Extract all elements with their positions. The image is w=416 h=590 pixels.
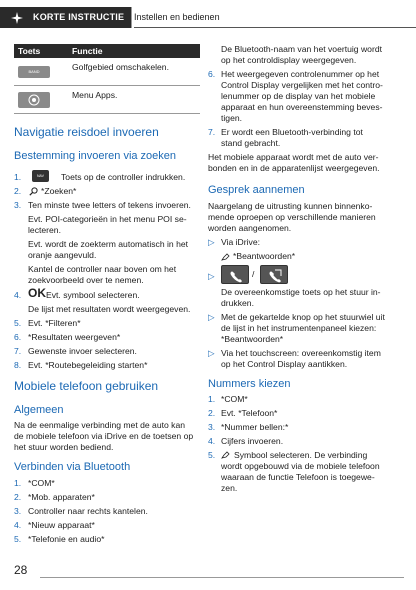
list-text: *Telefonie en audio* (28, 534, 105, 544)
list-text: zen. (221, 483, 238, 493)
list-text: Via iDrive: (221, 237, 261, 247)
list-text: wordt opgebouwd via de mobiele telefoon (221, 461, 380, 471)
list-number: 1. (208, 394, 216, 404)
search-icon (29, 187, 38, 196)
bullet-triangle-icon: ▷ (208, 237, 215, 247)
ok-symbol: OK (28, 286, 46, 300)
paragraph-line: De Bluetooth-naam van het voertuig wordt (221, 44, 382, 54)
list-text: *Nummer bellen:* (221, 422, 289, 432)
call-arrow-icon (261, 266, 289, 285)
list-text: *COM* (221, 394, 248, 404)
list-text: Ten minste twee letters of tekens invoeren. (28, 200, 191, 210)
table-header-col2: Functie (72, 46, 103, 56)
list-subtext: Evt. wordt de zoekterm automatisch in het (28, 239, 189, 249)
sparkle-icon (11, 12, 23, 24)
band-button-label: BAND (28, 69, 40, 74)
paragraph-line: mende oproepen op verschillende manieren (208, 212, 376, 222)
paragraph-line: Naargelang de uitrusting kunnen binnenko- (208, 201, 373, 211)
list-text: *Beantwoorden* (221, 334, 284, 344)
separator-slash: / (252, 269, 255, 279)
table-cell: Golfgebied omschakelen. (72, 62, 169, 72)
menu-item-icon (221, 252, 230, 261)
table-cell: Menu Apps. (72, 90, 118, 100)
list-text: *Nieuw apparaat* (28, 520, 95, 530)
list-text: Control Display vergelijken met het contro- (221, 80, 383, 90)
list-text: op het Control Display aantikken. (221, 359, 348, 369)
list-number: 3. (14, 506, 22, 516)
list-number: 4. (208, 436, 216, 446)
list-text: Het weergegeven controlenummer op het (221, 69, 380, 79)
list-number: 6. (14, 332, 22, 342)
nav-button-image (32, 170, 49, 182)
general-heading: Algemeen (14, 404, 64, 416)
list-subtext: De lijst met resultaten wordt weergegeven. (28, 304, 191, 314)
phone-symbol-icon (221, 450, 231, 460)
list-number: 3. (14, 200, 22, 210)
chapter-title: Instellen en bedienen (134, 12, 220, 22)
list-text: *Beantwoorden* (233, 251, 296, 261)
list-number: 6. (208, 69, 216, 79)
list-text: lenummer op de display van het mobiele (221, 91, 376, 101)
bullet-triangle-icon: ▷ (208, 271, 215, 281)
phone-heading: Mobiele telefoon gebruiken (14, 379, 159, 393)
phone-icon (222, 266, 250, 285)
list-text: Cijfers invoeren. (221, 436, 284, 446)
paragraph-line: de mobiele telefoon via iDrive en de toetsen op (14, 431, 194, 441)
list-text: stand gebracht. (221, 138, 281, 148)
list-number: 4. (14, 520, 22, 530)
list-text: Er wordt een Bluetooth-verbinding tot (221, 127, 363, 137)
footer-rule (40, 577, 404, 578)
list-number: 2. (14, 186, 22, 196)
list-number: 1. (14, 478, 22, 488)
dial-heading: Nummers kiezen (208, 378, 291, 390)
list-text: *Zoeken* (41, 186, 77, 196)
list-number: 8. (14, 360, 22, 370)
list-text: Controller naar rechts kantelen. (28, 506, 148, 516)
list-number: 5. (14, 534, 22, 544)
list-text: Gewenste invoer selecteren. (28, 346, 137, 356)
apps-button-image (18, 92, 50, 108)
page-header (0, 7, 416, 28)
list-text: *Resultaten weergeven* (28, 332, 121, 342)
list-number: 3. (208, 422, 216, 432)
paragraph-line: Het mobiele apparaat wordt met de auto ver- (208, 152, 379, 162)
header-divider (131, 7, 132, 28)
list-number: 1. (14, 172, 22, 182)
list-text: Evt. *Filteren* (28, 318, 81, 328)
band-button-image (18, 66, 50, 78)
list-text: drukken. (221, 298, 254, 308)
list-subtext: oranje aangevuld. (28, 250, 97, 260)
paragraph-line: Na de eenmalige verbinding met de auto kan (14, 420, 186, 430)
bullet-triangle-icon: ▷ (208, 312, 215, 322)
list-subtext: lecteren. (28, 225, 61, 235)
list-text: tigen. (221, 113, 243, 123)
list-number: 5. (208, 450, 216, 460)
apps-icon (18, 92, 50, 108)
section-tab (0, 7, 131, 28)
table-header (14, 44, 200, 58)
nav-heading: Navigatie reisdoel invoeren (14, 125, 159, 139)
list-text: waaraan de functie Telefoon is toegewe- (221, 472, 375, 482)
paragraph-line: op het controldisplay weergegeven. (221, 55, 357, 65)
list-number: 5. (14, 318, 22, 328)
call-heading: Gesprek aannemen (208, 184, 305, 196)
list-text: *Mob. apparaten* (28, 492, 95, 502)
page-number: 28 (14, 563, 28, 577)
list-text: Evt. *Telefoon* (221, 408, 278, 418)
list-subtext: Evt. POI-categorieën in het menu POI se- (28, 214, 187, 224)
nav-button-label: NAV (37, 174, 44, 178)
table-row (14, 86, 200, 114)
list-number: 7. (14, 346, 22, 356)
list-text: de lijst in het instrumentenpaneel kiezen: (221, 323, 377, 333)
list-text: De overeenkomstige toets op het stuur in- (221, 287, 381, 297)
paragraph-line: worden aangenomen. (208, 223, 292, 233)
section-title: KORTE INSTRUCTIE (33, 12, 125, 22)
table-row (14, 58, 200, 86)
bluetooth-heading: Verbinden via Bluetooth (14, 461, 131, 473)
list-number: 7. (208, 127, 216, 137)
list-number: 4. (14, 290, 22, 300)
list-subtext: zoekvoorbeeld over te nemen. (28, 275, 144, 285)
table-header-col1: Toets (18, 46, 41, 56)
list-text: Evt. *Routebegeleiding starten* (28, 360, 148, 370)
phone-button-image (221, 265, 249, 284)
paragraph-line: bonden en in de apparatenlijst weergegeven. (208, 163, 380, 173)
list-text: Toets op de controller indrukken. (61, 172, 186, 182)
list-text: *COM* (28, 478, 55, 488)
paragraph-line: het stuur worden bediend. (14, 442, 114, 452)
list-text: Met de gekartelde knop op het stuurwiel uit (221, 312, 385, 322)
key-function-table (14, 44, 200, 114)
list-subtext: Kantel de controller naar boven om het (28, 264, 177, 274)
hangup-button-image (260, 265, 288, 284)
list-text: Symbool selecteren. De verbinding (234, 450, 368, 460)
list-text: Evt. symbool selecteren. (46, 290, 140, 300)
nav-subheading: Bestemming invoeren via zoeken (14, 150, 177, 162)
header-rule (134, 27, 416, 28)
bullet-triangle-icon: ▷ (208, 348, 215, 358)
list-number: 2. (14, 492, 22, 502)
list-text: Via het touchscreen: overeenkomstig item (221, 348, 381, 358)
list-number: 2. (208, 408, 216, 418)
list-text: apparaat en hun overeenstemming beves- (221, 102, 383, 112)
